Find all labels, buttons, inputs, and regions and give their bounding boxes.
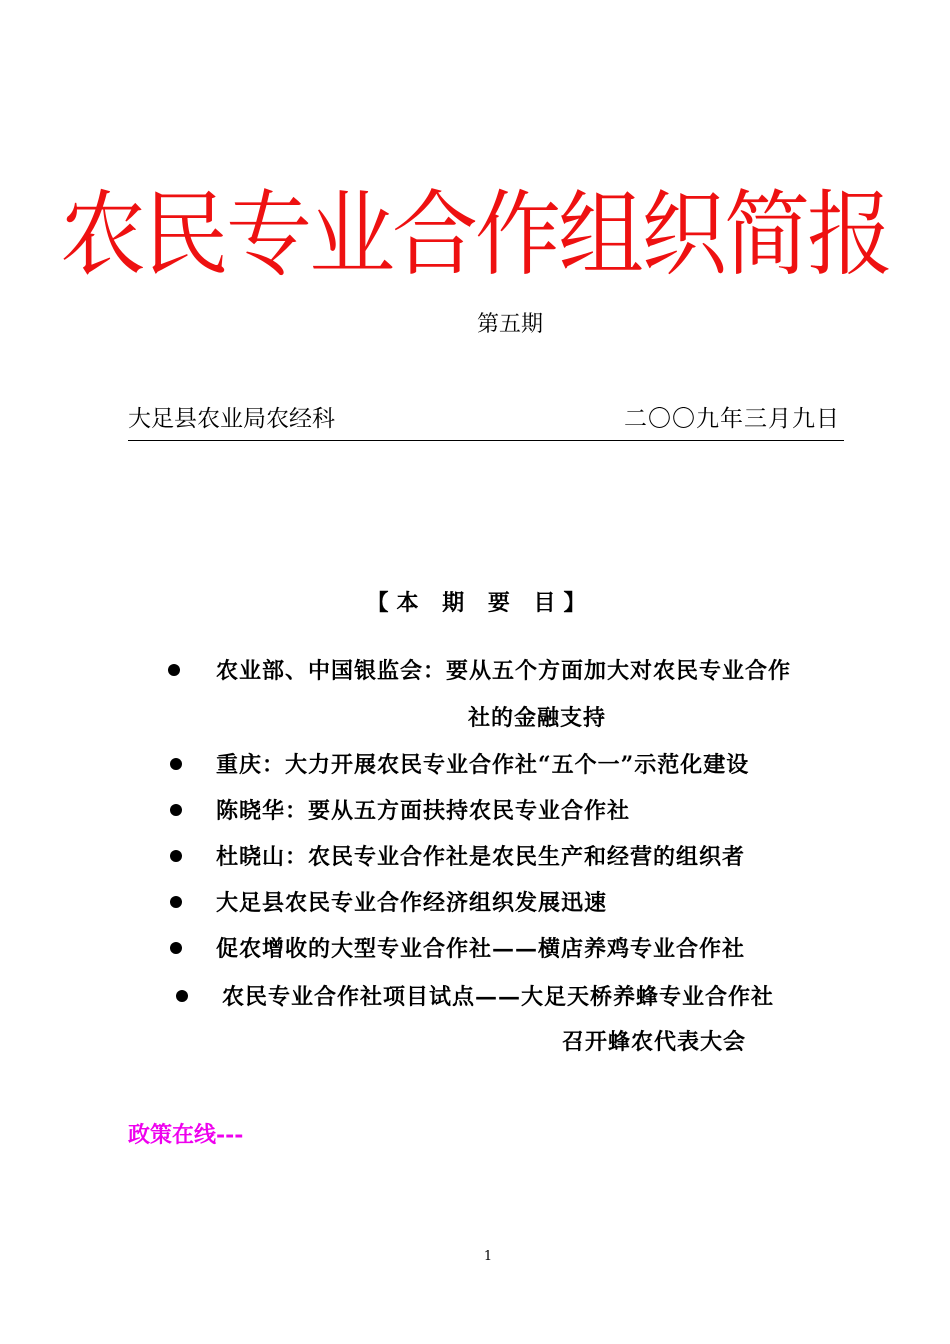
bullet-icon bbox=[170, 850, 182, 862]
masthead-title: 农民专业合作组织简报 bbox=[60, 181, 890, 289]
bullet-icon bbox=[170, 758, 182, 770]
toc-item-2: 重庆：大力开展农民专业合作社“五个一”示范化建设 bbox=[216, 752, 750, 778]
toc-item-6: 促农增收的大型专业合作社——横店养鸡专业合作社 bbox=[216, 936, 746, 962]
toc-item-3: 陈晓华：要从五方面扶持农民专业合作社 bbox=[216, 798, 631, 824]
issue-number: 第五期 bbox=[476, 312, 543, 337]
bullet-icon bbox=[176, 990, 188, 1002]
page-number: 1 bbox=[483, 1249, 493, 1264]
header-row bbox=[128, 400, 844, 441]
bullet-icon bbox=[168, 664, 180, 676]
bullet-icon bbox=[170, 942, 182, 954]
organization-name: 大足县农业局农经科 bbox=[128, 406, 335, 432]
section-heading: 政策在线--- bbox=[128, 1122, 244, 1148]
bullet-icon bbox=[170, 896, 182, 908]
toc-item-7-line2: 召开蜂农代表大会 bbox=[562, 1029, 747, 1055]
toc-item-1-line2: 社的金融支持 bbox=[468, 705, 607, 731]
publication-date: 二〇〇九年三月九日 bbox=[624, 406, 840, 432]
toc-item-1-line1: 农业部、中国银监会：要从五个方面加大对农民专业合作 bbox=[216, 658, 792, 684]
toc-item-5: 大足县农民专业合作经济组织发展迅速 bbox=[216, 890, 608, 916]
toc-item-4: 杜晓山：农民专业合作社是农民生产和经营的组织者 bbox=[216, 844, 746, 870]
bullet-icon bbox=[170, 804, 182, 816]
toc-item-7-line1: 农民专业合作社项目试点——大足天桥养蜂专业合作社 bbox=[222, 984, 775, 1010]
toc-title: 【本 期 要 目】 bbox=[366, 590, 594, 616]
